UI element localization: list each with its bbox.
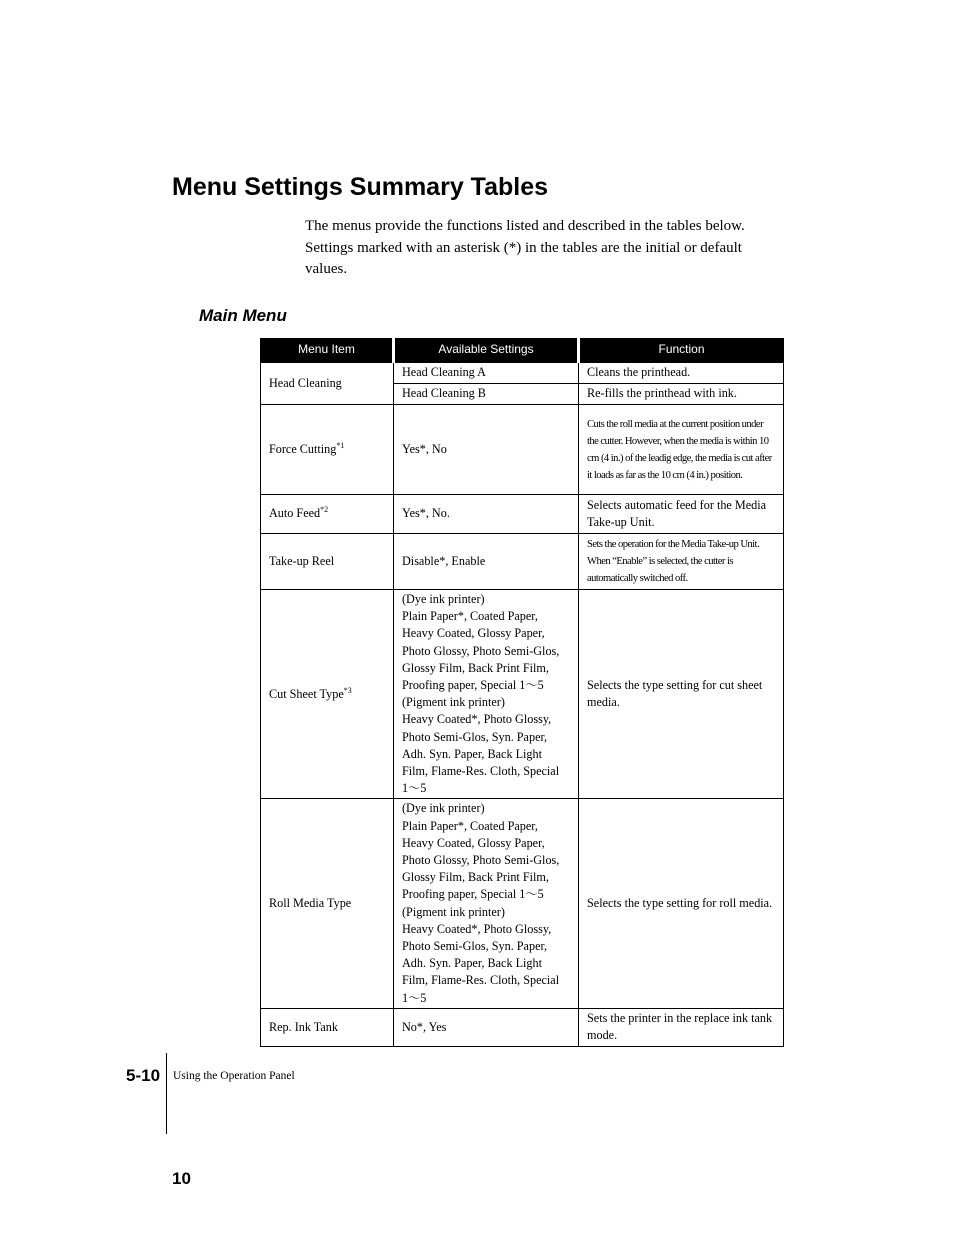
settings-cell: (Dye ink printer) Plain Paper*, Coated Paper, Heavy Coated, Glossy Paper, Photo Glossy, Photo Semi-Glos, Glossy Film, Back Print Film, Proofing paper, Special 1〜5 (Pigment ink printer) Heavy Coated*, Photo Glossy, Photo Semi-Glos, Syn. Paper, Adh. Syn. Paper, Back Light Film, Flame-Res. Cloth, Special 1〜5 [394,799,579,1008]
footer-section-number: 5-10 [126,1066,161,1085]
menu-item-name: Cut Sheet Type [269,686,344,701]
menu-item-cell [261,590,394,799]
function-cell: Sets the operation for the Media Take-up Unit. When “Enable” is selected, the cutter is automatically switched off. [579,534,784,590]
footnote-marker: *2 [320,505,329,515]
function-cell: Sets the printer in the replace ink tank mode. [579,1008,784,1046]
page-title: Menu Settings Summary Tables [172,173,549,201]
settings-cell: Disable*, Enable [394,534,579,590]
settings-cell: Head Cleaning B [394,384,579,405]
main-menu-table [260,338,784,1047]
menu-item-name: Force Cutting [269,441,337,456]
settings-cell: Yes*, No. [394,495,579,534]
menu-item-name: Take-up Reel [269,553,335,568]
menu-item-name: Head Cleaning [269,375,342,390]
header-menu-item: Menu Item [261,338,394,363]
footnote-marker: *1 [336,440,345,450]
menu-item-cell [261,495,394,534]
footer-divider [166,1053,167,1134]
header-available-settings: Available Settings [394,338,579,363]
menu-item-cell [261,534,394,590]
function-cell: Re-fills the printhead with ink. [579,384,784,405]
footer-section-text: Using the Operation Panel [173,1070,295,1082]
settings-cell: Head Cleaning A [394,363,579,384]
function-cell: Cleans the printhead. [579,363,784,384]
table-row [261,534,784,590]
menu-item-name: Rep. Ink Tank [269,1019,338,1034]
menu-item-cell [261,1008,394,1046]
function-cell: Selects the type setting for roll media. [579,799,784,1008]
intro-paragraph: The menus provide the functions listed and described in the tables below. Settings marked with an asterisk (*) in the tables are the initial or default values. [305,218,745,277]
menu-item-name: Roll Media Type [269,896,352,911]
table-row [261,1008,784,1046]
table-row [261,363,784,384]
page-number: 10 [172,1169,191,1188]
settings-cell: Yes*, No [394,405,579,495]
table-row [261,590,784,799]
table-row [261,405,784,495]
table-row [261,799,784,1008]
function-cell: Selects automatic feed for the Media Take-up Unit. [579,495,784,534]
table-header-row [261,338,784,363]
footnote-marker: *3 [343,685,352,695]
menu-item-name: Auto Feed [269,506,321,521]
settings-cell: No*, Yes [394,1008,579,1046]
function-cell: Selects the type setting for cut sheet media. [579,590,784,799]
settings-cell: (Dye ink printer) Plain Paper*, Coated Paper, Heavy Coated, Glossy Paper, Photo Glossy, Photo Semi-Glos, Glossy Film, Back Print Film, Proofing paper, Special 1〜5 (Pigment ink printer) Heavy Coated*, Photo Glossy, Photo Semi-Glos, Syn. Paper, Adh. Syn. Paper, Back Light Film, Flame-Res. Cloth, Special 1〜5 [394,590,579,799]
table-row [261,495,784,534]
header-function: Function [579,338,784,363]
section-title: Main Menu [199,306,287,325]
menu-item-cell [261,363,394,405]
menu-item-cell [261,799,394,1008]
function-cell: Cuts the roll media at the current position under the cutter. However, when the media is within 10 cm (4 in.) of the leadig edge, the media is cut after it loads as far as the 10 cm (4 in.) position. [579,405,784,495]
menu-item-cell [261,405,394,495]
